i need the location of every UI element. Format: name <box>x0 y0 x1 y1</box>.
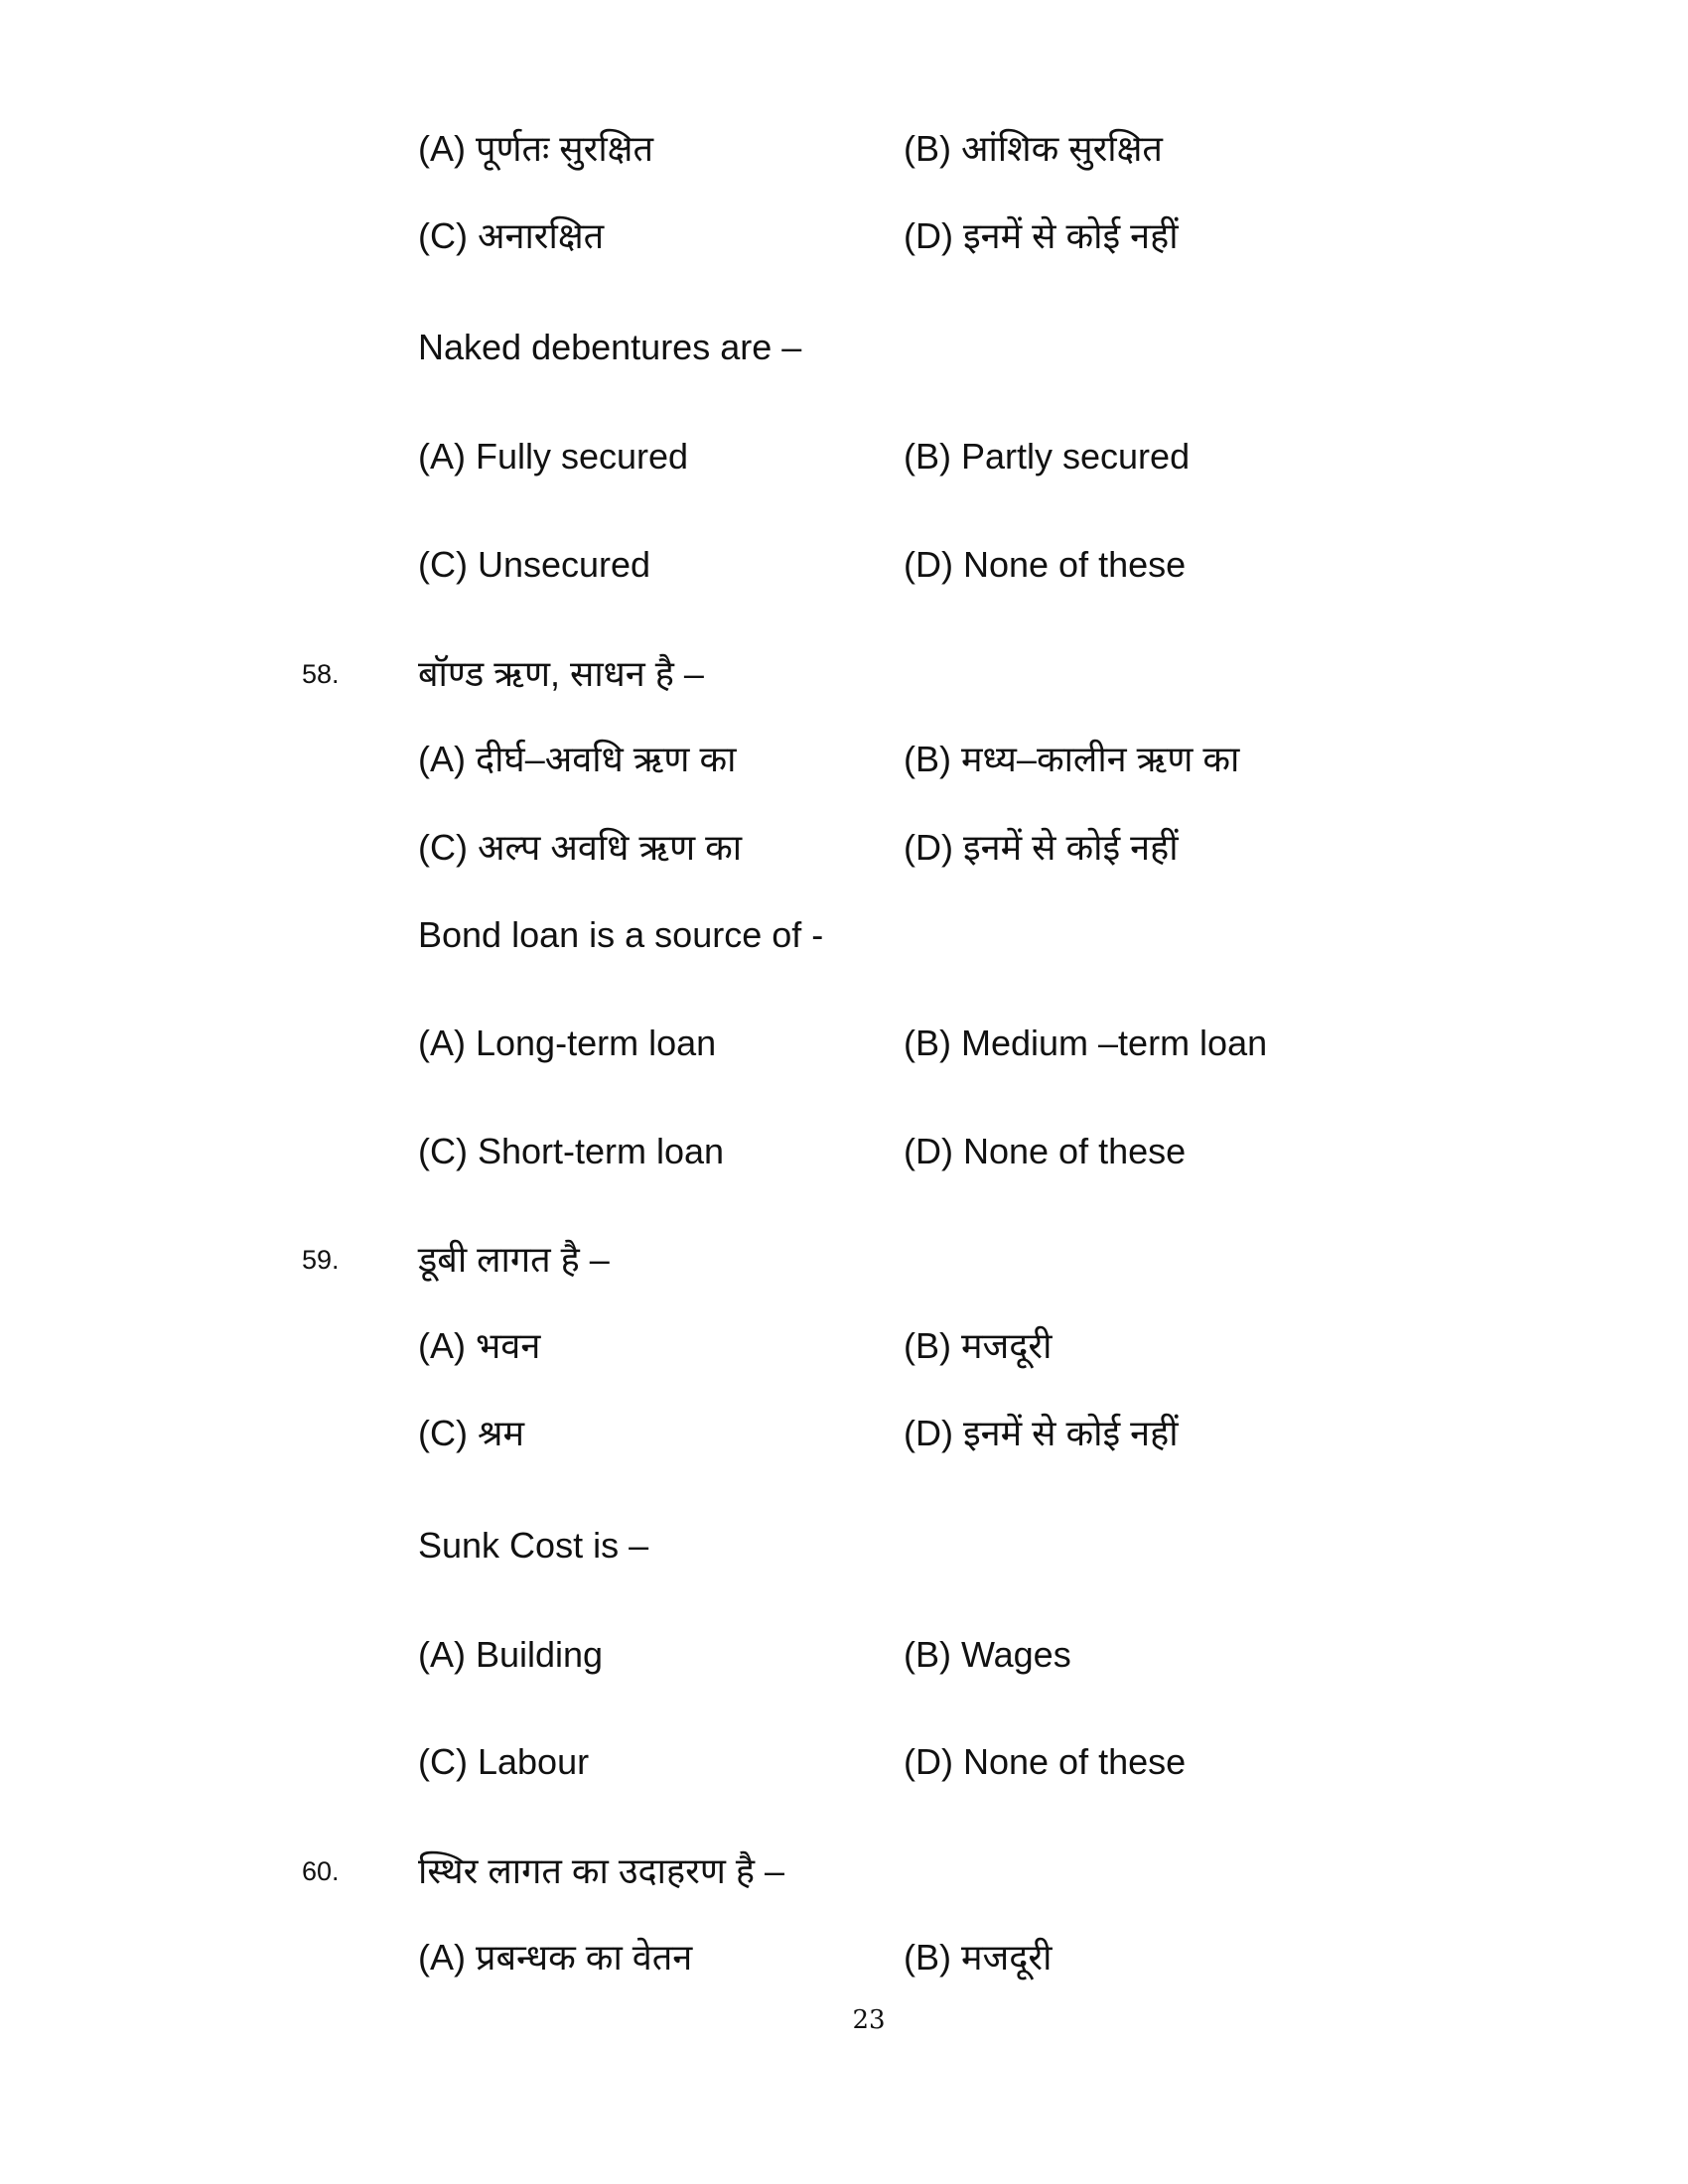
q59-en-option-b: (B) Wages <box>904 1634 1071 1675</box>
q59-hi-option-b: (B) मजदूरी <box>904 1325 1053 1366</box>
q60-hi-option-b: (B) मजदूरी <box>904 1937 1053 1978</box>
q58-en-option-c: (C) Short-term loan <box>418 1131 725 1171</box>
q57-en-option-c: (C) Unsecured <box>418 544 651 585</box>
page-number: 23 <box>852 2005 886 2035</box>
q57-hi-option-b: (B) आंशिक सुरक्षित <box>904 128 1163 169</box>
q59-number: 59. <box>302 1245 340 1275</box>
q59-en-option-a: (A) Building <box>418 1634 604 1675</box>
q59-hi-text: डूबी लागत है – <box>418 1239 610 1280</box>
q58-hi-option-b: (B) मध्य–कालीन ऋण का <box>904 739 1240 779</box>
q59-en-option-c: (C) Labour <box>418 1741 590 1782</box>
q58-hi-option-d: (D) इनमें से कोई नहीं <box>904 827 1179 868</box>
q57-en-option-d: (D) None of these <box>904 544 1187 585</box>
q59-hi-option-d: (D) इनमें से कोई नहीं <box>904 1413 1179 1453</box>
q57-hi-option-d: (D) इनमें से कोई नहीं <box>904 215 1179 256</box>
q58-en-option-b: (B) Medium –term loan <box>904 1023 1268 1063</box>
q57-hi-option-c: (C) अनारक्षित <box>418 215 605 256</box>
q60-number: 60. <box>302 1856 340 1886</box>
q57-en-option-a: (A) Fully secured <box>418 436 689 477</box>
q59-en-option-d: (D) None of these <box>904 1741 1187 1782</box>
q58-en-text: Bond loan is a source of - <box>418 914 824 955</box>
q57-en-option-b: (B) Partly secured <box>904 436 1191 477</box>
q58-hi-text: बॉण्ड ऋण, साधन है – <box>418 653 704 694</box>
q57-en-text: Naked debentures are – <box>418 327 802 367</box>
q57-hi-option-a: (A) पूर्णतः सुरक्षित <box>418 128 653 169</box>
q58-en-option-a: (A) Long-term loan <box>418 1023 717 1063</box>
q58-hi-option-c: (C) अल्प अवधि ऋण का <box>418 827 743 868</box>
q58-hi-option-a: (A) दीर्घ–अवधि ऋण का <box>418 739 737 779</box>
q60-hi-option-a: (A) प्रबन्धक का वेतन <box>418 1937 693 1978</box>
q59-en-text: Sunk Cost is – <box>418 1525 649 1566</box>
q58-number: 58. <box>302 659 340 689</box>
q60-hi-text: स्थिर लागत का उदाहरण है – <box>418 1850 785 1891</box>
q59-hi-option-a: (A) भवन <box>418 1325 541 1366</box>
q58-en-option-d: (D) None of these <box>904 1131 1187 1171</box>
q59-hi-option-c: (C) श्रम <box>418 1413 524 1453</box>
